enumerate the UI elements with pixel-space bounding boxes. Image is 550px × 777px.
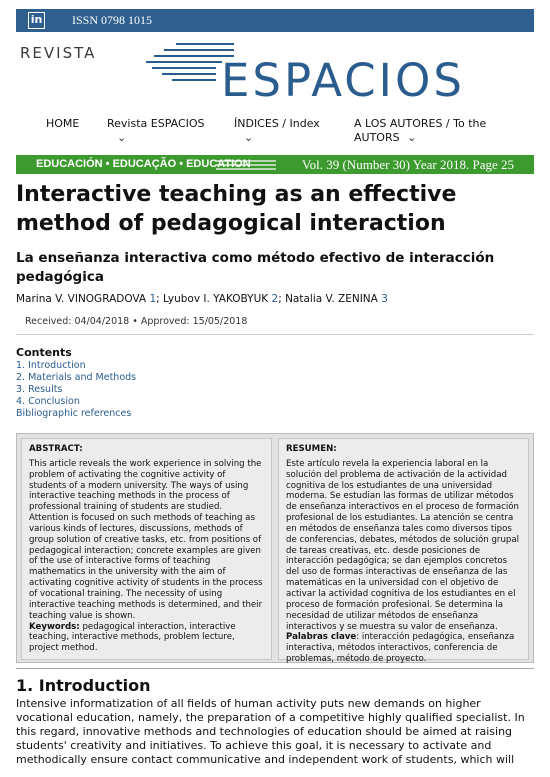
- section-bar-lines: [216, 159, 276, 171]
- author-name: ; Natalia V. ZENINA: [278, 293, 378, 305]
- author-list: [16, 292, 388, 306]
- nav-indices[interactable]: [234, 117, 320, 145]
- author-affiliation-link[interactable]: 3: [381, 293, 388, 305]
- keywords-text: pedagogical interaction, interactive teaching, interactive methods, problem lecture, project method.: [29, 621, 236, 654]
- contents-link[interactable]: 3. Results: [16, 384, 63, 395]
- chevron-down-icon: ⌄: [244, 131, 254, 144]
- journal-logo[interactable]: [16, 38, 536, 113]
- introduction-text: Intensive informatization of all fields of human activity puts new demands on higher vocational education, namely, the preparation of a competitive highly qualified specialist. In this regard, innovative methods and technologies of education should be aimed at raising students' creativity and initiatives. To achieve this goal, it is necessary to activate and methodically ensure contact communicative and independent work of students, which will: [16, 697, 525, 766]
- article-subtitle-line-2: pedagógica: [16, 269, 104, 285]
- issn-label: ISSN 0798 1015: [72, 13, 153, 27]
- resumen-text: [286, 459, 521, 665]
- nav-revista-label: Revista ESPACIOS: [107, 117, 205, 130]
- abstract-box: [16, 433, 534, 663]
- volume-label: Vol. 39 (Number 30) Year 2018. Page 25: [301, 157, 514, 172]
- logo-revista-text: REVISTA: [20, 44, 97, 62]
- resumen-body: Este artículo revela la experiencia laboral en la solución del problema de activación de la actividad cognitiva de los estudiantes de una universidad moderna. Se estudian las formas de utilizar métodos de enseñanza interactivos en el proceso de formación profesional de los estudiantes. La atención se centra en métodos de enseñanza tales como diversos tipos de conferencias, debates, métodos de solución grupal de tareas creativas, etc. desde posiciones de interacción pedagógica; se dan ejemplos concretos del uso de formas interactivas de enseñanza de las matemáticas en la universidad con el objetivo de activar la actividad cognitiva de los estudiantes en el proceso de formación profesional. Se determina la necesidad de utilizar métodos de enseñanza interactivos y se muestra su valor de enseñanza.: [286, 458, 520, 632]
- nav-indices-label: ÍNDICES / Index: [234, 117, 320, 130]
- contents-link[interactable]: 1. Introduction: [16, 360, 86, 371]
- author-name: ; Lyubov I. YAKOBYUK: [156, 293, 269, 305]
- top-bar: [16, 9, 534, 32]
- section-labels: EDUCACIÓN • EDUCAÇÃO • EDUCATION: [36, 158, 251, 170]
- article-subtitle: [16, 249, 536, 287]
- abstract-spanish: [278, 438, 529, 665]
- chevron-down-icon: ⌄: [117, 131, 127, 144]
- contents-link[interactable]: 4. Conclusion: [16, 396, 80, 407]
- author-affiliation-link[interactable]: 2: [271, 293, 279, 305]
- contents-link[interactable]: Bibliographic references: [16, 408, 132, 419]
- linkedin-icon[interactable]: in: [28, 12, 45, 29]
- article-title-line-1: Interactive teaching as an effective: [16, 182, 457, 207]
- resumen-heading: RESUMEN:: [286, 444, 337, 454]
- nav-revista[interactable]: [107, 117, 205, 145]
- logo-speed-lines: [116, 40, 236, 100]
- abstract-text: [29, 459, 264, 654]
- contents-heading: Contents: [16, 346, 72, 359]
- nav-home[interactable]: [46, 117, 79, 131]
- nav-home-label: HOME: [46, 117, 80, 130]
- section-bar: [16, 155, 534, 174]
- article-subtitle-line-1: La enseñanza interactiva como método efectivo de interacción: [16, 250, 495, 266]
- abstract-body: This article reveals the work experience in solving the problem of activating the cognitive activity of students of a modern university. The ways of using interactive teaching methods in the process of professional training of students are studied. Attention is focused on such methods of teaching as various kinds of lectures, discussions, methods of group solution of creative tasks, etc. from positions of pedagogical interaction; concrete examples are given of the use of interactive forms of teaching mathematics in the university with the aim of activating cognitive activity of students in the process of vocational training. The necessity of using interactive teaching methods is determined, and their teaching value is shown.: [29, 458, 263, 621]
- nav-autores-label-1: A LOS AUTORES / To the: [354, 117, 487, 130]
- section-heading-introduction: 1. Introduction: [16, 676, 151, 695]
- chevron-down-icon: ⌄: [407, 131, 417, 144]
- palabras-clave-label: Palabras clave: [286, 632, 357, 643]
- nav-autores-label-2: AUTORS: [354, 131, 400, 144]
- main-nav: [0, 117, 550, 157]
- article-title-line-2: method of pedagogical interaction: [16, 211, 446, 236]
- author-affiliation-link[interactable]: 1: [149, 293, 157, 305]
- abstract-heading: ABSTRACT:: [29, 444, 83, 454]
- nav-autores[interactable]: [354, 117, 486, 145]
- keywords-label: Keywords:: [29, 621, 80, 632]
- contents-link[interactable]: 2. Materials and Methods: [16, 372, 137, 383]
- contents-list: [16, 360, 136, 420]
- palabras-clave-text: : interacción pedagógica, enseñanza interactiva, métodos interactivos, conferencia de problemas, método de proyecto.: [286, 632, 515, 665]
- abstract-english: [21, 438, 272, 660]
- article-dates: Received: 04/04/2018 • Approved: 15/05/2018: [25, 316, 248, 327]
- logo-espacios-text: ESPACIOS: [221, 54, 465, 107]
- divider: [16, 668, 534, 669]
- article-title: [16, 180, 536, 238]
- author-name: Marina V. VINOGRADOVA: [16, 293, 147, 305]
- divider: [16, 334, 534, 335]
